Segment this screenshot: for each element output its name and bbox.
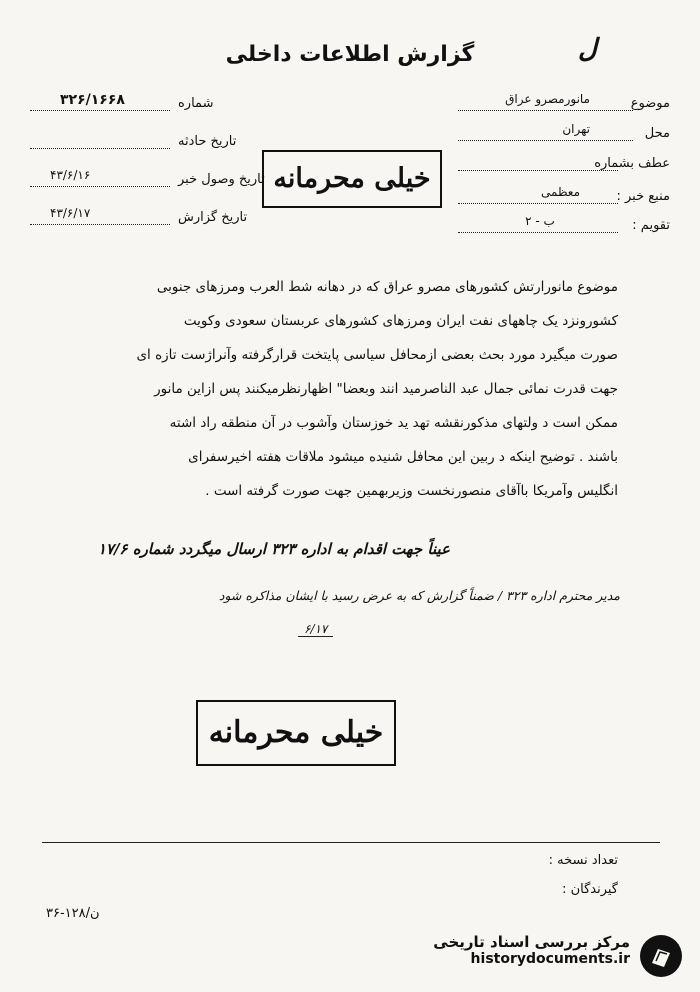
watermark-url: historydocuments.ir [470, 951, 630, 967]
ref-label: عطف بشماره [594, 156, 670, 171]
copies-label: تعداد نسخه : [548, 853, 618, 868]
number-value: ۳۲۶/۱۶۶۸ [60, 92, 125, 108]
place-value: تهران [562, 122, 590, 136]
event-date-line [30, 134, 170, 149]
recipients-label: گیرندگان : [562, 882, 618, 897]
body-line: باشند . توضیح اینکه د ربین این محافل شنیده میشود ملاقات هفته اخیرسفرای [188, 449, 618, 465]
ref-line [458, 156, 618, 171]
rating-value: ب - ۲ [525, 214, 555, 228]
body-line: کشورونزد یک چاههای نفت ایران ومرزهای کشورهای عربستان سعودی وکویت [183, 313, 618, 329]
rating-label: تقویم : [632, 218, 670, 233]
place-label: محل [644, 126, 670, 141]
report-date-label: تاریخ گزارش [178, 210, 248, 225]
document-title: گزارش اطلاعات داخلی [225, 42, 475, 67]
confidential-stamp-bottom: خیلی محرمانه [196, 700, 396, 766]
subject-value: مانورمصرو عراق [505, 92, 590, 106]
archive-logo-glyph-icon [646, 941, 676, 971]
handwritten-director-note: مدیر محترم اداره ۳۲۳ / ضمناً گزارش که به عرض رسید با ایشان مذاکره شود [218, 588, 620, 603]
body-line: موضوع مانورارتش کشورهای مصرو عراق که در دهانه شط العرب ومرزهای جنوبی [156, 279, 618, 295]
body-line: انگلیس وآمریکا باآقای منصورنخست وزیربهمین جهت صورت گرفته است . [205, 483, 618, 499]
report-body [78, 270, 618, 508]
subject-label: موضوع [630, 96, 670, 111]
handwritten-signature-date: ۶/۱۷ [298, 622, 333, 637]
report-date-value: ۴۳/۶/۱۷ [50, 206, 91, 220]
archive-logo-icon [640, 935, 682, 977]
body-line: جهت قدرت نمائی جمال عبد الناصرمید انند وبعضا" اظهارنظرمیکنند پس ازاین مانور [154, 381, 618, 397]
received-date-label: تاریخ وصول خبر [178, 172, 265, 187]
watermark-name: مرکز بررسی اسناد تاریخی [433, 933, 630, 951]
source-label: منبع خبر : [616, 189, 670, 204]
corner-mark: ل [578, 34, 597, 64]
footer-divider [42, 842, 660, 843]
body-line: ممکن است د ولتهای مذکورنقشه تهد ید خوزستان وآشوب در آن منطقه راد اشته [169, 415, 618, 431]
source-value: معظمی [541, 185, 580, 199]
document-code: ۳۶-۱۲۸/ن [46, 906, 100, 921]
body-line: صورت میگیرد مورد بحث بعضی ازمحافل سیاسی پایتخت قرارگرفته وآنراژست تازه ای [136, 347, 618, 363]
handwritten-forward-note: عیناً جهت اقدام به اداره ۳۲۳ ارسال میگردد شماره ۱۷/۶ [97, 540, 450, 558]
number-label: شماره [178, 96, 214, 111]
confidential-stamp-top: خیلی محرمانه [262, 150, 442, 208]
received-date-value: ۴۳/۶/۱۶ [50, 168, 91, 182]
watermark-text [410, 933, 630, 967]
event-date-label: تاریخ حادثه [178, 134, 237, 149]
